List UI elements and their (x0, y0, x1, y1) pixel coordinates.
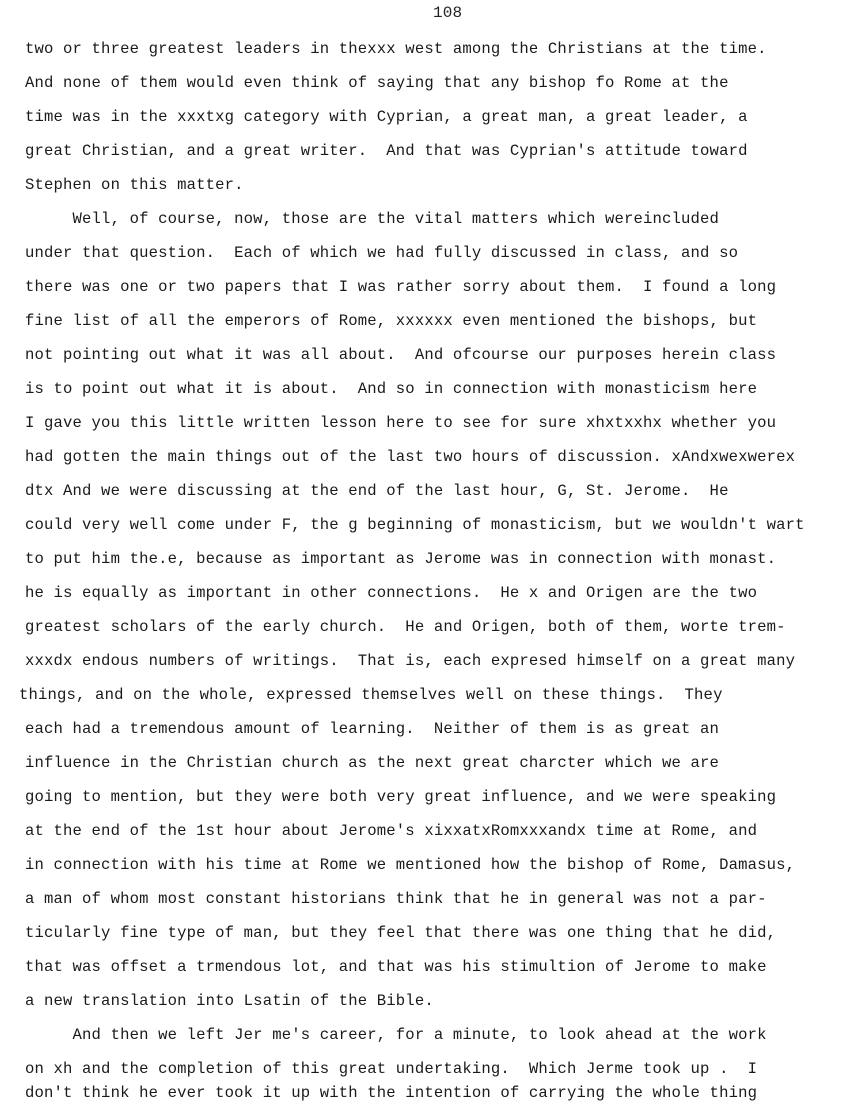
text-line: in connection with his time at Rome we mentioned how the bishop of Rome, Damasus, (25, 856, 796, 874)
text-line: great Christian, and a great writer. And that was Cyprian's attitude toward (25, 142, 748, 160)
text-line: he is equally as important in other connections. He x and Origen are the two (25, 584, 758, 602)
text-line: don't think he ever took it up with the intention of carrying the whole thing (25, 1084, 758, 1102)
text-line: greatest scholars of the early church. He and Origen, both of them, worte trem- (25, 618, 786, 636)
text-line: influence in the Christian church as the next great charcter which we are (25, 754, 720, 772)
text-line: things, and on the whole, expressed themselves well on these things. They (19, 686, 723, 704)
text-line: And then we left Jer me's career, for a minute, to look ahead at the work (25, 1026, 767, 1044)
page-number: 108 (433, 4, 463, 22)
text-line: is to point out what it is about. And so in connection with monasticism here (25, 380, 758, 398)
text-line: a man of whom most constant historians think that he in general was not a par- (25, 890, 767, 908)
text-line: on xh and the completion of this great undertaking. Which Jerme took up . I (25, 1060, 758, 1078)
text-line: And none of them would even think of saying that any bishop fo Rome at the (25, 74, 729, 92)
text-line: there was one or two papers that I was rather sorry about them. I found a long (25, 278, 777, 296)
text-line: that was offset a trmendous lot, and that was his stimultion of Jerome to make (25, 958, 767, 976)
text-line: at the end of the 1st hour about Jerome's xixxatxRomxxxandx time at Rome, and (25, 822, 758, 840)
text-line: not pointing out what it was all about. And ofcourse our purposes herein class (25, 346, 777, 364)
text-line: dtx And we were discussing at the end of the last hour, G, St. Jerome. He (25, 482, 729, 500)
text-line: a new translation into Lsatin of the Bible. (25, 992, 434, 1010)
text-line: Well, of course, now, those are the vital matters which wereincluded (25, 210, 720, 228)
text-line: two or three greatest leaders in thexxx west among the Christians at the time. (25, 40, 767, 58)
text-line: going to mention, but they were both very great influence, and we were speaking (25, 788, 777, 806)
text-line: I gave you this little written lesson here to see for sure xhxtxxhx whether you (25, 414, 777, 432)
text-line: Stephen on this matter. (25, 176, 244, 194)
text-line: each had a tremendous amount of learning. Neither of them is as great an (25, 720, 720, 738)
text-line: fine list of all the emperors of Rome, xxxxxx even mentioned the bishops, but (25, 312, 758, 330)
text-line: to put him the.e, because as important as Jerome was in connection with monast. (25, 550, 777, 568)
text-line: ticularly fine type of man, but they feel that there was one thing that he did, (25, 924, 777, 942)
text-line: xxxdx endous numbers of writings. That is, each expresed himself on a great many (25, 652, 796, 670)
text-line: could very well come under F, the g beginning of monasticism, but we wouldn't wart (25, 516, 805, 534)
text-line: had gotten the main things out of the last two hours of discussion. xAndxwexwerex (25, 448, 796, 466)
text-line: time was in the xxxtxg category with Cyprian, a great man, a great leader, a (25, 108, 748, 126)
text-line: under that question. Each of which we had fully discussed in class, and so (25, 244, 739, 262)
